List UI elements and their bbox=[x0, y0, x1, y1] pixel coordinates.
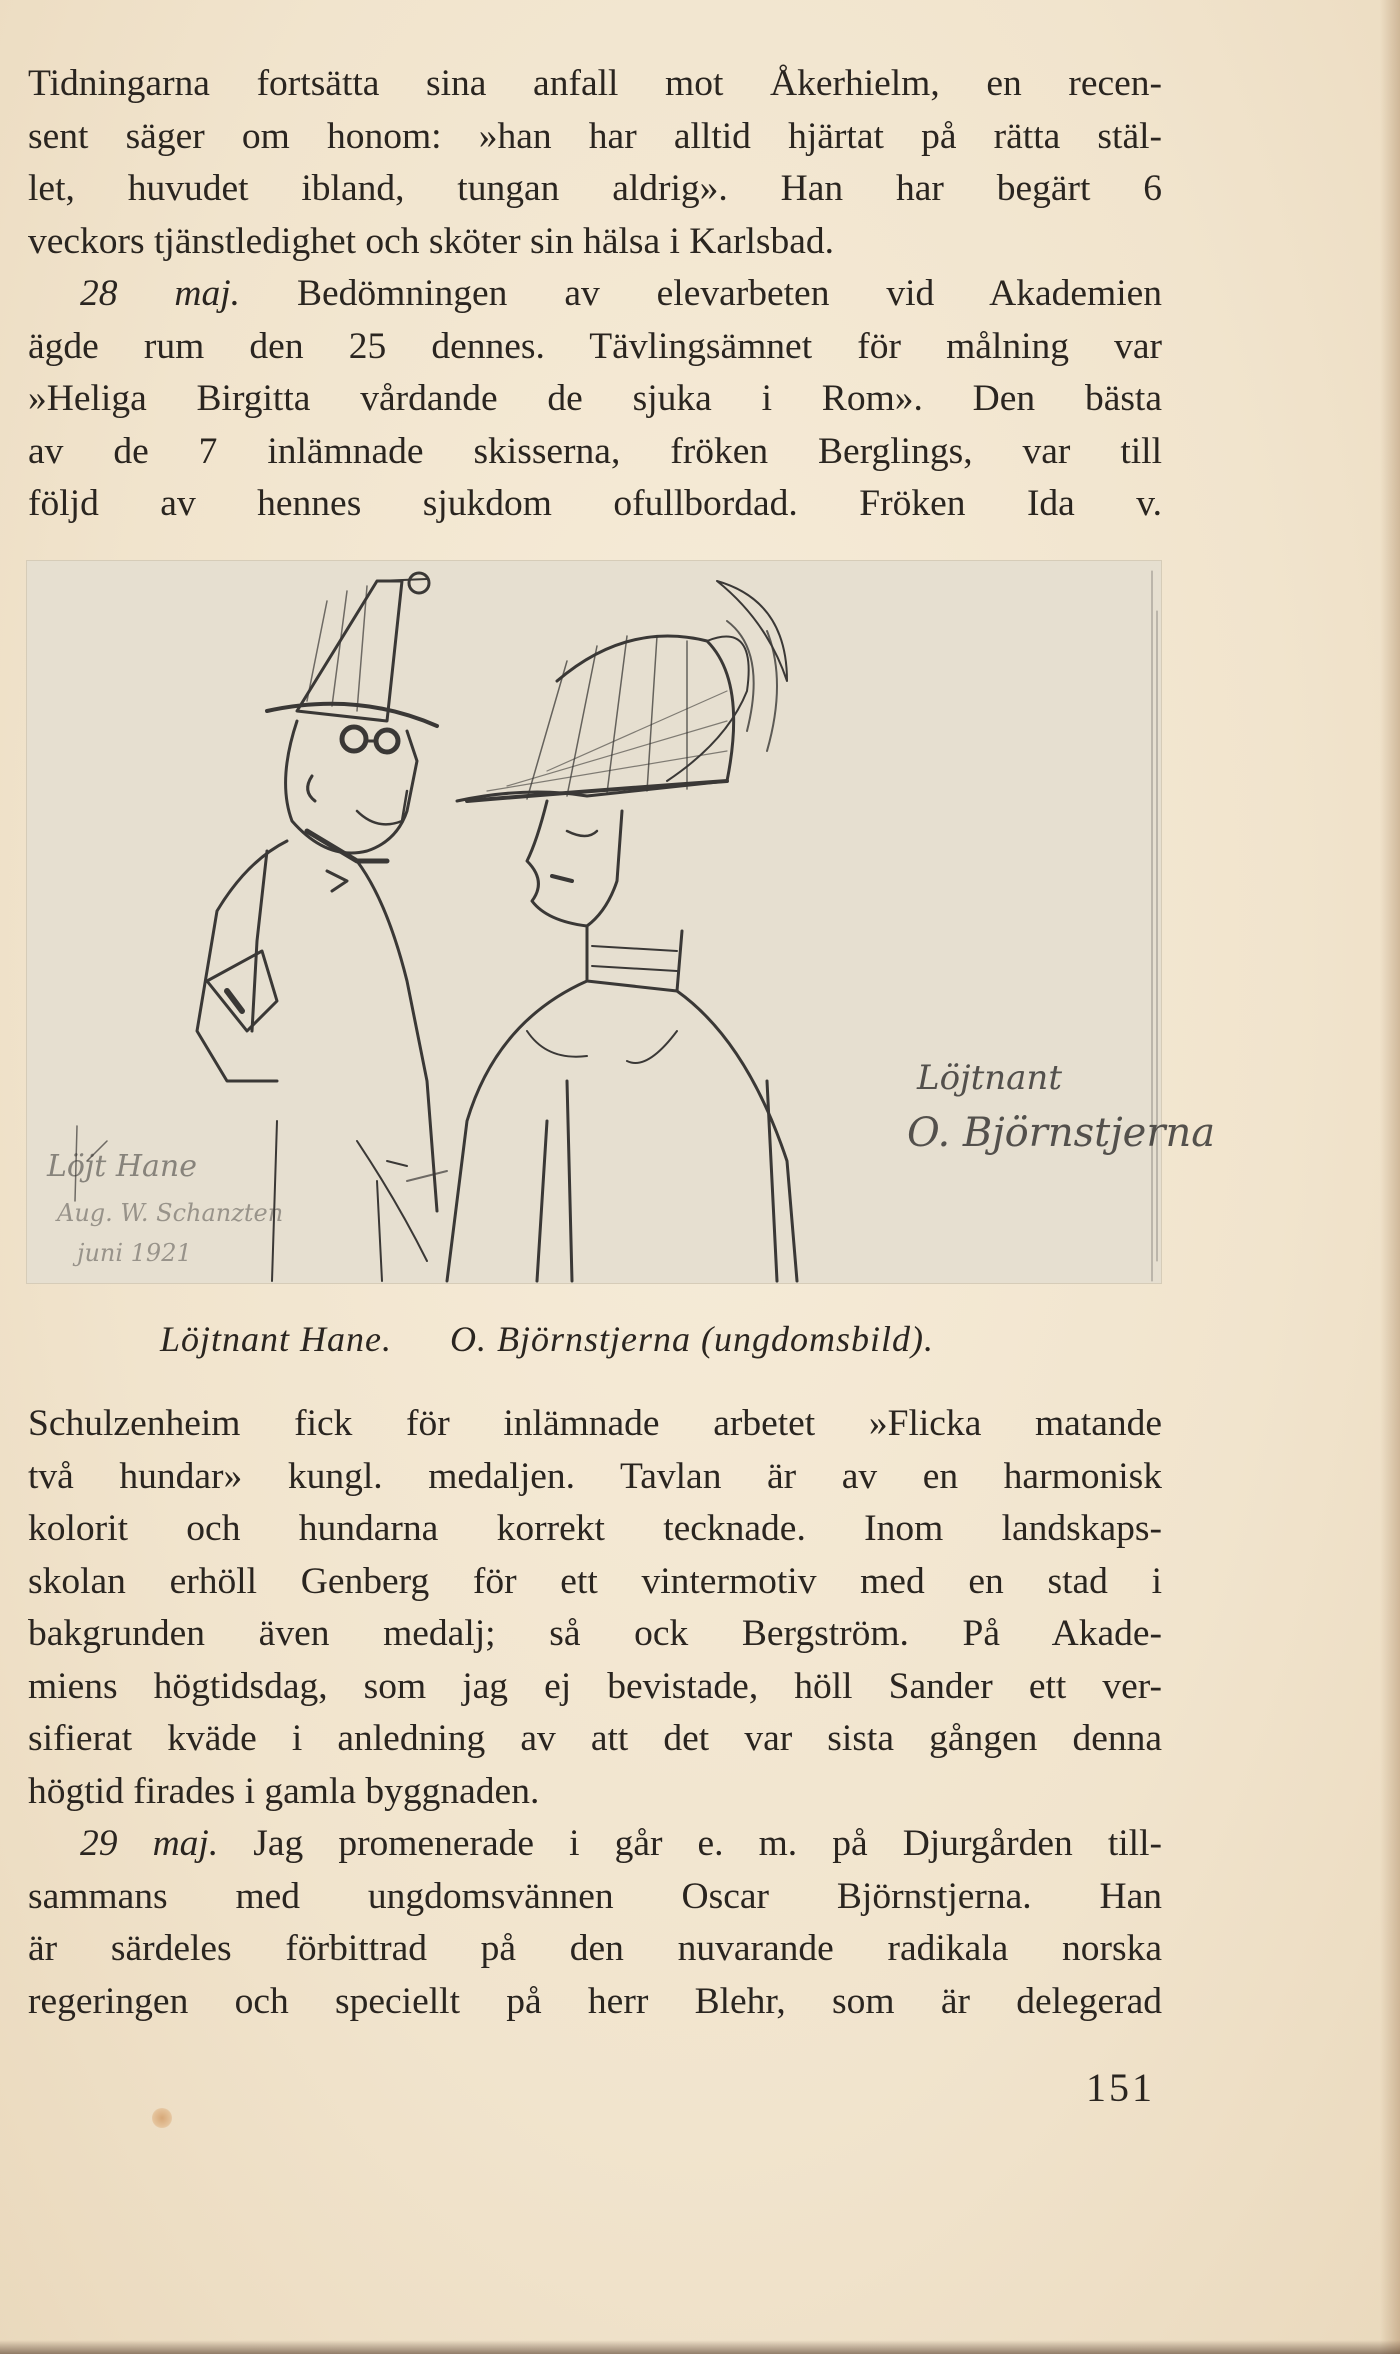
text-line: kolorit och hundarna korrekt tecknade. Inom landskaps- bbox=[28, 1508, 1162, 1549]
caption-right: O. Björnstjerna (ungdomsbild). bbox=[450, 1319, 935, 1359]
sketch-inscription: juni 1921 bbox=[77, 1239, 192, 1267]
text-line: följd av hennes sjukdom ofullbordad. Fröken Ida v. bbox=[28, 483, 1162, 524]
diary-entry-line bbox=[28, 1818, 1162, 1871]
text-line: Schulzenheim fick för inlämnade arbetet »Flicka matande bbox=[28, 1403, 1162, 1444]
entry-text: Bedömningen av elevarbeten vid Akademien bbox=[240, 273, 1163, 314]
text-line: två hundar» kungl. medaljen. Tavlan är av en harmonisk bbox=[28, 1455, 1162, 1497]
text-line: skolan erhöll Genberg för ett vintermotiv med en stad i bbox=[28, 1560, 1162, 1602]
sketch-inscription: Löjtnant bbox=[917, 1058, 1062, 1098]
paper-stain bbox=[152, 2108, 172, 2128]
text-line: av de 7 inlämnade skisserna, fröken Berglings, var till bbox=[28, 430, 1162, 472]
text-line: högtid firades i gamla byggnaden. bbox=[28, 1770, 540, 1812]
text-line: »Heliga Birgitta vårdande de sjuka i Rom». Den bästa bbox=[28, 378, 1162, 419]
figure-caption bbox=[160, 1318, 1060, 1360]
sketch-illustration bbox=[27, 561, 1216, 1283]
text-line: ägde rum den 25 dennes. Tävlingsämnet för målning var bbox=[28, 325, 1162, 367]
text-line: regeringen och speciellt på herr Blehr, som är delegerad bbox=[28, 1980, 1162, 2022]
caption-left: Löjtnant Hane. bbox=[160, 1319, 393, 1359]
text-line: veckors tjänstledighet och sköter sin hälsa i Karlsbad. bbox=[28, 220, 835, 262]
entry-text: Jag promenerade i går e. m. på Djurgården till- bbox=[218, 1823, 1163, 1864]
text-line: sifierat kväde i anledning av att det var sista gången denna bbox=[28, 1718, 1162, 1759]
sketch-inscription: Löjt Hane bbox=[47, 1149, 197, 1184]
text-line: sammans med ungdomsvännen Oscar Björnstjerna. Han bbox=[28, 1875, 1162, 1917]
entry-date: 28 maj. bbox=[80, 273, 241, 314]
text-line: bakgrunden även medalj; så ock Bergström. På Akade- bbox=[28, 1613, 1162, 1654]
page-number: 151 bbox=[1086, 2065, 1155, 2110]
bottom-paragraph bbox=[28, 1398, 1162, 2028]
sketch-inscription: Aug. W. Schanzten bbox=[57, 1199, 284, 1227]
sketch-inscription: O. Björnstjerna bbox=[907, 1110, 1216, 1156]
text-line: miens högtidsdag, som jag ej bevistade, höll Sander ett ver- bbox=[28, 1665, 1162, 1707]
text-line: let, huvudet ibland, tungan aldrig». Han har begärt 6 bbox=[28, 168, 1162, 209]
entry-date: 29 maj. bbox=[80, 1823, 219, 1864]
pencil-sketch-plate bbox=[26, 560, 1216, 1284]
text-line: sent säger om honom: »han har alltid hjärtat på rätta stäl- bbox=[28, 115, 1162, 157]
diary-entry-line bbox=[28, 268, 1162, 321]
page-bottom-edge bbox=[0, 2340, 1400, 2354]
text-line: är särdeles förbittrad på den nuvarande radikala norska bbox=[28, 1928, 1162, 1969]
top-paragraph bbox=[28, 58, 1162, 531]
text-line: Tidningarna fortsätta sina anfall mot Åkerhielm, en recen- bbox=[28, 63, 1162, 104]
page-edge-shadow bbox=[1380, 0, 1400, 2354]
